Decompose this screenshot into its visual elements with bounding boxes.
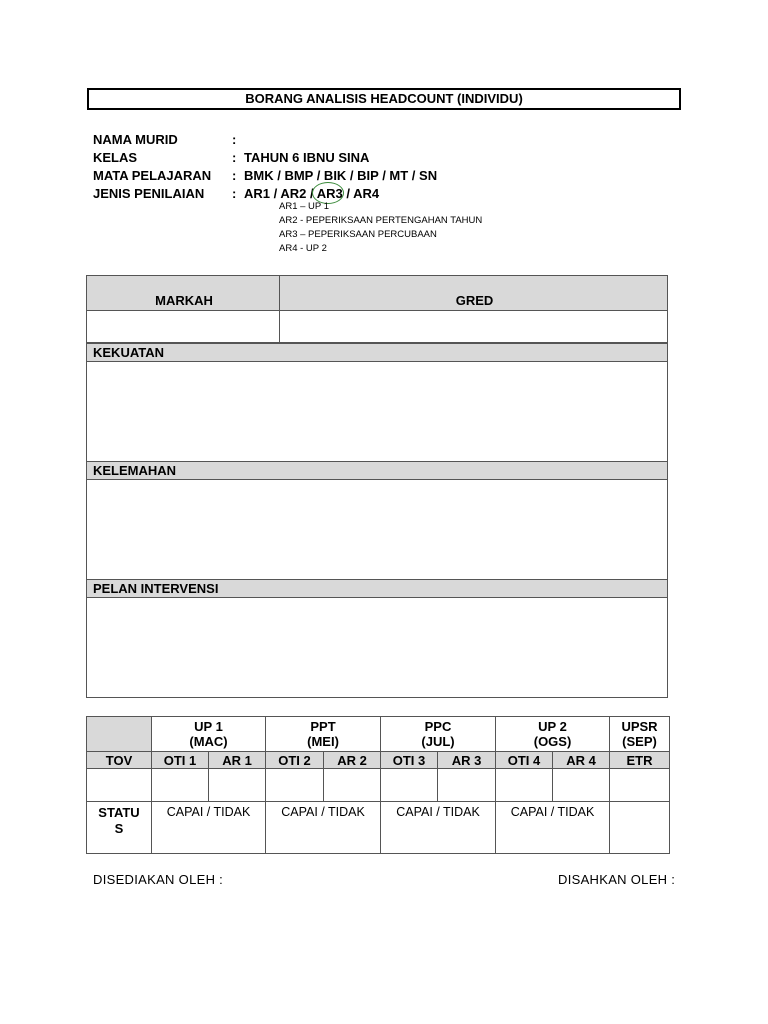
value-cell-ar3[interactable]: [438, 769, 496, 802]
pelan-label: PELAN INTERVENSI: [93, 581, 219, 596]
group-upsr-month: (SEP): [622, 734, 657, 749]
status-label-cell: [87, 802, 152, 854]
info-label: JENIS PENILAIAN: [93, 186, 205, 201]
legend-ar2: AR2 - PEPERIKSAAN PERTENGAHAN TAHUN: [279, 215, 483, 226]
status-label-line2: S: [114, 821, 124, 836]
grade-table: [86, 275, 668, 343]
group-upsr: [610, 717, 670, 752]
info-colon: :: [232, 168, 237, 183]
subheader-tov: TOV: [87, 752, 152, 769]
disahkan-oleh: DISAHKAN OLEH :: [558, 872, 676, 887]
gred-header: GRED: [455, 293, 494, 308]
subheader-oti1: OTI 1: [152, 752, 209, 769]
subheader-etr: ETR: [610, 752, 670, 769]
group-header-row: [87, 717, 670, 752]
info-value: AR1 / AR2 / AR3 / AR4: [244, 186, 380, 201]
group-up2-name: UP 2: [538, 719, 567, 734]
headcount-table: [86, 716, 670, 854]
info-label: MATA PELAJARAN: [93, 168, 212, 183]
status-row: [87, 802, 670, 854]
form-title: BORANG ANALISIS HEADCOUNT (INDIVIDU): [87, 88, 681, 110]
kekuatan-label: KEKUATAN: [93, 345, 165, 360]
group-up1-name: UP 1: [194, 719, 223, 734]
value-cell-ar1[interactable]: [209, 769, 266, 802]
info-colon: :: [232, 150, 237, 165]
info-value: TAHUN 6 IBNU SINA: [244, 150, 370, 165]
gred-header-cell: [279, 275, 668, 311]
group-up2: [496, 717, 610, 752]
kelemahan-header-bar: [87, 462, 667, 480]
value-cell-oti3[interactable]: [381, 769, 438, 802]
status-upsr[interactable]: [610, 802, 670, 854]
subheader-ar3: AR 3: [438, 752, 496, 769]
status-ppt[interactable]: CAPAI / TIDAK: [266, 802, 381, 854]
tov-blank-cell: [87, 717, 152, 752]
value-cell-ar4[interactable]: [553, 769, 610, 802]
markah-header-cell: [86, 275, 280, 311]
value-cell-etr[interactable]: [610, 769, 670, 802]
group-up1-month: (MAC): [189, 734, 228, 749]
disediakan-oleh: DISEDIAKAN OLEH :: [93, 872, 224, 887]
kelemahan-label: KELEMAHAN: [93, 463, 177, 478]
kekuatan-section: [86, 343, 668, 462]
info-label: KELAS: [93, 150, 138, 165]
value-cell-ar2[interactable]: [324, 769, 381, 802]
info-colon: :: [232, 186, 237, 201]
pelan-header-bar: [87, 580, 667, 598]
info-colon: :: [232, 132, 237, 147]
pelan-intervensi-section: [86, 579, 668, 698]
group-up2-month: (OGS): [533, 734, 572, 749]
value-cell-oti1[interactable]: [152, 769, 209, 802]
subheader-oti2: OTI 2: [266, 752, 324, 769]
legend-ar3: AR3 – PEPERIKSAAN PERCUBAAN: [279, 229, 437, 240]
kekuatan-header-bar: [87, 344, 667, 362]
status-up2[interactable]: CAPAI / TIDAK: [496, 802, 610, 854]
subheader-oti3: OTI 3: [381, 752, 438, 769]
value-cell-oti2[interactable]: [266, 769, 324, 802]
markah-header: MARKAH: [155, 293, 213, 308]
gred-value-cell[interactable]: [279, 310, 668, 344]
legend-ar1: AR1 – UP 1: [279, 201, 329, 212]
subheader-ar1: AR 1: [209, 752, 266, 769]
status-up1[interactable]: CAPAI / TIDAK: [152, 802, 266, 854]
kelemahan-section: [86, 461, 668, 580]
value-row: [87, 769, 670, 802]
group-ppc: [381, 717, 496, 752]
status-label-line1: STATU: [98, 805, 140, 820]
group-ppc-month: (JUL): [421, 734, 455, 749]
group-up1: [152, 717, 266, 752]
subheader-ar2: AR 2: [324, 752, 381, 769]
value-cell-tov[interactable]: [87, 769, 152, 802]
info-value: BMK / BMP / BIK / BIP / MT / SN: [244, 168, 438, 183]
markah-value-cell[interactable]: [86, 310, 280, 344]
group-upsr-name: UPSR: [621, 719, 658, 734]
value-cell-oti4[interactable]: [496, 769, 553, 802]
group-ppc-name: PPC: [424, 719, 452, 734]
subheader-oti4: OTI 4: [496, 752, 553, 769]
legend-ar4: AR4 - UP 2: [279, 243, 327, 254]
status-ppc[interactable]: CAPAI / TIDAK: [381, 802, 496, 854]
subheader-row: [87, 752, 670, 769]
subheader-ar4: AR 4: [553, 752, 610, 769]
info-label: NAMA MURID: [93, 132, 178, 147]
group-ppt: [266, 717, 381, 752]
group-ppt-month: (MEI): [307, 734, 339, 749]
group-ppt-name: PPT: [310, 719, 336, 734]
